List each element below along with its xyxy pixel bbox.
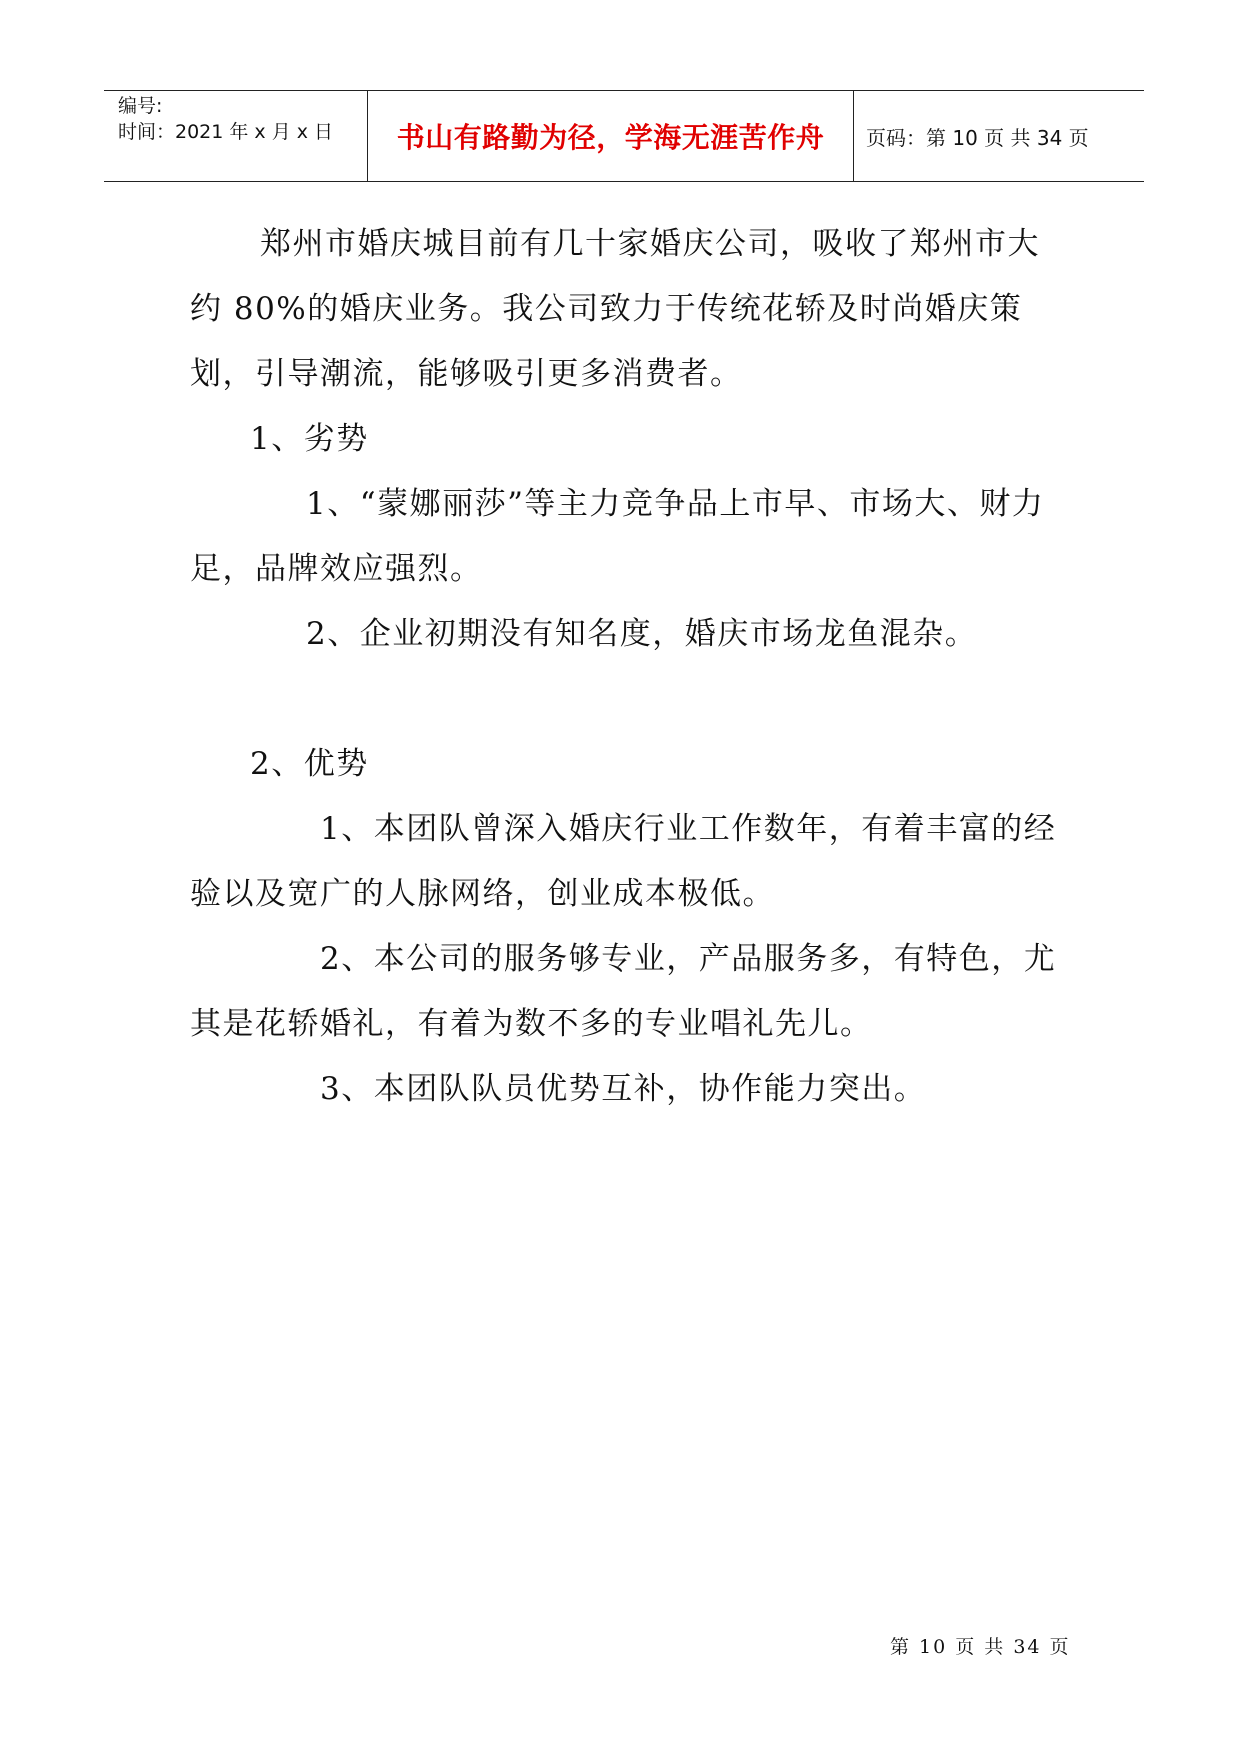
strength-item-3: 3、本团队队员优势互补，协作能力突出。 [320,1071,927,1107]
strength-item-1: 1、本团队曾深入婚庆行业工作数年，有着丰富的经验以及宽广的人脉网络，创业成本极低。 [190,811,1057,912]
page-header [104,90,1144,182]
number-label: 编号: [118,95,163,117]
motto: 书山有路勤为径，学海无涯苦作舟 [396,121,825,154]
time-label: 时间：2021 年 x 月 x 日 [118,121,334,143]
header-meta [104,91,368,181]
header-motto-cell [368,91,854,181]
strength-item-2: 2、本公司的服务够专业，产品服务多，有特色，尤其是花轿婚礼，有着为数不多的专业唱礼先儿。 [190,941,1057,1042]
heading-weaknesses: 1、劣势 [250,421,369,457]
document-body [190,212,1070,1122]
spacer [190,667,1070,732]
page-footer: 第 10 页 共 34 页 [890,1636,1071,1658]
weakness-item-1: 1、“蒙娜丽莎”等主力竞争品上市早、市场大、财力足，品牌效应强烈。 [190,486,1045,587]
heading-strengths: 2、优势 [250,746,369,782]
intro-paragraph: 郑州市婚庆城目前有几十家婚庆公司，吸收了郑州市大约 80%的婚庆业务。我公司致力于传统花轿及时尚婚庆策划，引导潮流，能够吸引更多消费者。 [190,226,1040,392]
weakness-item-2: 2、企业初期没有知名度，婚庆市场龙鱼混杂。 [306,616,978,652]
header-page-cell [854,91,1144,181]
page-label: 页码：第 10 页 共 34 页 [866,125,1089,150]
